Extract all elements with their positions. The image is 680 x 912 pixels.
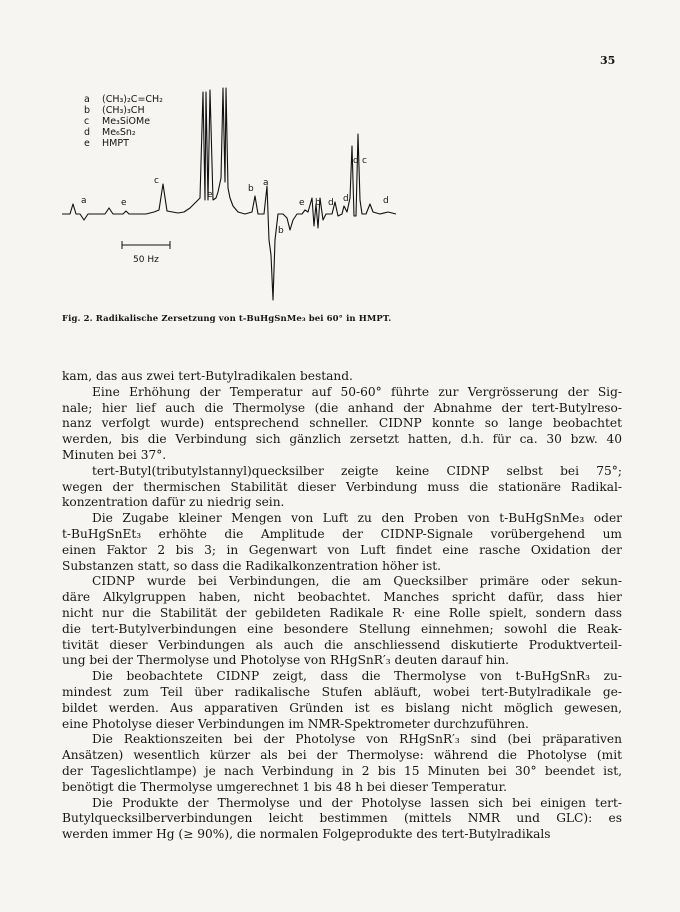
peak-label: a	[263, 178, 269, 188]
legend-item: d Me₆Sn₂	[84, 127, 136, 138]
text-line: Ansätzen) wesentlich kürzer als bei der Thermolyse: während die Photolyse (mit	[62, 748, 622, 763]
text-line: der Tageslichtlampe) je nach Verbindung in 2 bis 15 Minuten bei 30° beendet ist,	[62, 763, 622, 778]
text-line: CIDNP wurde bei Verbindungen, die am Quecksilber primäre oder sekun-	[92, 574, 622, 589]
peak-label: a	[81, 196, 87, 206]
text-line: nanz verfolgt wurde) entsprechend schneller. CIDNP konnte so lange beobachtet	[62, 416, 622, 431]
peak-label: d	[328, 198, 334, 208]
text-line: Die Produkte der Thermolyse und der Photolyse lassen sich bei einigen tert-	[92, 795, 622, 810]
text-line: eine Photolyse dieser Verbindungen im NMR-Spektrometer durchzuführen.	[62, 716, 529, 731]
spectrum-legend	[84, 94, 163, 149]
text-line: bildet werden. Aus apparativen Gründen ist es bislang nicht möglich gewesen,	[62, 700, 622, 715]
peak-label: c	[362, 156, 367, 166]
peak-label: d	[383, 196, 389, 206]
text-line: nale; hier lief auch die Thermolyse (die anhand der Abnahme der tert-Butylreso-	[62, 400, 622, 415]
peak-label: b	[315, 198, 321, 208]
text-line: die tert-Butylverbindungen eine besondere Stellung einnehmen; sowohl die Reak-	[62, 621, 622, 636]
text-line: benötigt die Thermolyse umgerechnet 1 bis 48 h bei dieser Temperatur.	[62, 779, 507, 794]
nmr-spectrum-figure	[60, 80, 420, 305]
scale-label: 50 Hz	[133, 255, 159, 265]
legend-item: a (CH₃)₂C=CH₂	[84, 94, 163, 105]
text-line: däre Alkylgruppen haben, nicht beobachtet. Manches spricht dafür, dass hier	[62, 590, 622, 605]
peak-label: b	[278, 226, 284, 236]
text-line: Die Zugabe kleiner Mengen von Luft zu den Proben von t-BuHgSnMe₃ oder	[92, 511, 622, 526]
text-line: Substanzen statt, so dass die Radikalkonzentration höher ist.	[62, 558, 442, 573]
legend-item: e HMPT	[84, 138, 129, 149]
text-line: konzentration dafür zu niedrig sein.	[62, 495, 285, 510]
text-line: ung bei der Thermolyse und Photolyse von RHgSnR′₃ deuten darauf hin.	[62, 653, 510, 668]
peak-label: e	[299, 198, 305, 208]
text-line: werden, bis die Verbindung sich gänzlich zersetzt hatten, d.h. für ca. 30 bzw. 40	[62, 432, 622, 447]
text-line: Die Reaktionszeiten bei der Photolyse von RHgSnR′₃ sind (bei präparativen	[92, 732, 622, 747]
peak-label: c	[154, 176, 159, 186]
text-line: nicht nur die Stabilität der gebildeten Radikale R· eine Rolle spielt, sondern dass	[62, 605, 622, 620]
text-line: tert-Butyl(tributylstannyl)quecksilber zeigte keine CIDNP selbst bei 75°;	[92, 463, 622, 478]
peak-label: e	[207, 190, 213, 200]
figure-caption: Fig. 2. Radikalische Zersetzung von t-BuHgSnMe₃ bei 60° in HMPT.	[62, 314, 392, 324]
text-line: Butylquecksilberverbindungen leicht bestimmen (mittels NMR und GLC): es	[62, 811, 622, 826]
text-line: tivität dieser Verbindungen als auch die anschliessend diskutierte Produktverteil-	[62, 637, 622, 652]
text-line: mindest zum Teil über radikalische Stufen abläuft, wobei tert-Butylradikale ge-	[62, 684, 622, 699]
text-line: t-BuHgSnEt₃ erhöhte die Amplitude der CIDNP-Signale vorübergehend um	[62, 526, 622, 541]
peak-label: d	[353, 156, 359, 166]
text-line: kam, das aus zwei tert-Butylradikalen bestand.	[62, 369, 353, 383]
text-line: wegen der thermischen Stabilität dieser Verbindung muss die stationäre Radikal-	[62, 479, 622, 494]
peak-label: e	[121, 198, 127, 208]
peak-label: d	[343, 194, 349, 204]
legend-item: b (CH₃)₃CH	[84, 105, 145, 116]
legend-item: c Me₃SiOMe	[84, 116, 151, 127]
peak-label: b	[248, 184, 254, 194]
text-line: einen Faktor 2 bis 3; in Gegenwart von Luft findet eine rasche Oxidation der	[62, 542, 622, 557]
page-number: 35	[600, 54, 616, 67]
text-line: Eine Erhöhung der Temperatur auf 50-60° führte zur Vergrösserung der Sig-	[92, 384, 622, 399]
text-line: werden immer Hg (≥ 90%), die normalen Folgeprodukte des tert-Butylradikals	[62, 827, 551, 842]
text-line: Die beobachtete CIDNP zeigt, dass die Thermolyse von t-BuHgSnR₃ zu-	[92, 669, 622, 684]
body-text	[62, 369, 622, 843]
text-line: Minuten bei 37°.	[62, 447, 167, 462]
